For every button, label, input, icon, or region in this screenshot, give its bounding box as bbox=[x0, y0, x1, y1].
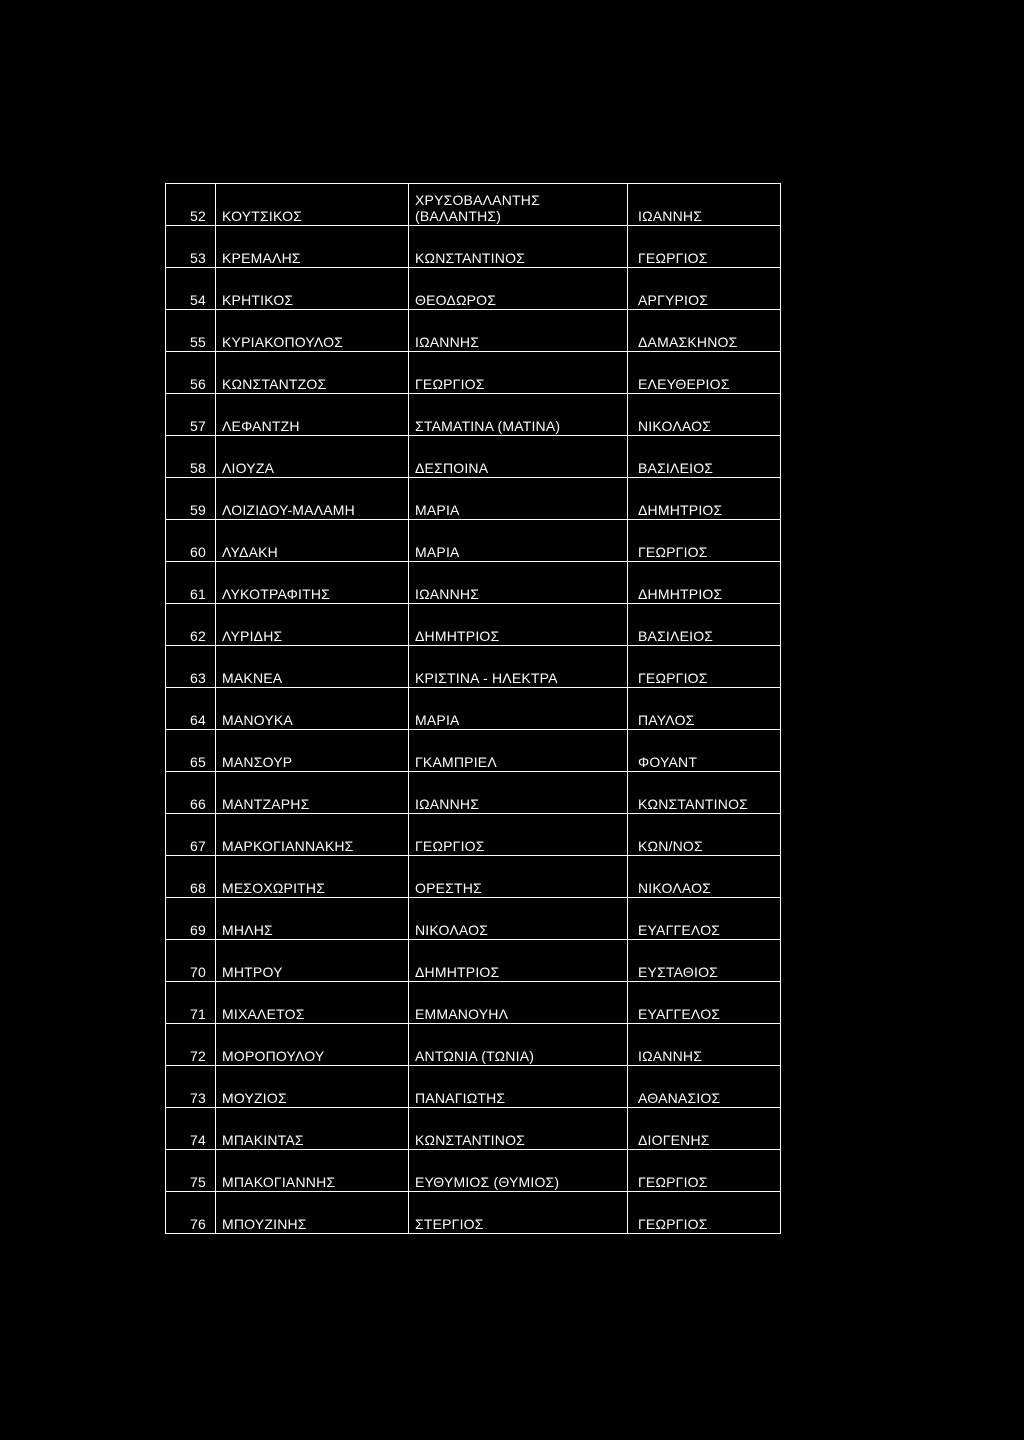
surname-cell: ΛΟΙΖΙΔΟΥ-ΜΑΛΑΜΗ bbox=[216, 478, 409, 520]
surname-cell: ΚΥΡΙΑΚΟΠΟΥΛΟΣ bbox=[216, 310, 409, 352]
surname-cell: ΜΠΑΚΙΝΤΑΣ bbox=[216, 1108, 409, 1150]
surname-cell: ΜΑΡΚΟΓΙΑΝΝΑΚΗΣ bbox=[216, 814, 409, 856]
father-name-cell: ΕΛΕΥΘΕΡΙΟΣ bbox=[628, 352, 781, 394]
table-row bbox=[166, 268, 781, 310]
father-name-cell: ΕΥΑΓΓΕΛΟΣ bbox=[628, 898, 781, 940]
father-name-cell: ΙΩΑΝΝΗΣ bbox=[628, 184, 781, 226]
father-name-cell: ΦΟΥΑΝΤ bbox=[628, 730, 781, 772]
table-row bbox=[166, 982, 781, 1024]
first-name-cell: ΙΩΑΝΝΗΣ bbox=[409, 310, 628, 352]
table-row bbox=[166, 772, 781, 814]
father-name-cell: ΒΑΣΙΛΕΙΟΣ bbox=[628, 436, 781, 478]
first-name-cell: ΕΜΜΑΝΟΥΗΛ bbox=[409, 982, 628, 1024]
surname-cell: ΜΟΥΖΙΟΣ bbox=[216, 1066, 409, 1108]
table-row bbox=[166, 898, 781, 940]
father-name-cell: ΠΑΥΛΟΣ bbox=[628, 688, 781, 730]
table-row bbox=[166, 394, 781, 436]
surname-cell: ΜΗΛΗΣ bbox=[216, 898, 409, 940]
table-row bbox=[166, 1108, 781, 1150]
table-row bbox=[166, 940, 781, 982]
table-row bbox=[166, 436, 781, 478]
row-number-cell: 74 bbox=[166, 1108, 216, 1150]
table-row bbox=[166, 562, 781, 604]
father-name-cell: ΕΥΣΤΑΘΙΟΣ bbox=[628, 940, 781, 982]
first-name-cell: ΚΩΝΣΤΑΝΤΙΝΟΣ bbox=[409, 1108, 628, 1150]
row-number-cell: 56 bbox=[166, 352, 216, 394]
row-number-cell: 58 bbox=[166, 436, 216, 478]
table-row bbox=[166, 520, 781, 562]
table-row bbox=[166, 352, 781, 394]
row-number-cell: 67 bbox=[166, 814, 216, 856]
surname-cell: ΛΕΦΑΝΤΖΗ bbox=[216, 394, 409, 436]
father-name-cell: ΝΙΚΟΛΑΟΣ bbox=[628, 856, 781, 898]
surname-cell: ΜΠΟΥΖΙΝΗΣ bbox=[216, 1192, 409, 1234]
surname-cell: ΜΑΝΣΟΥΡ bbox=[216, 730, 409, 772]
first-name-cell: ΓΚΑΜΠΡΙΕΛ bbox=[409, 730, 628, 772]
row-number-cell: 57 bbox=[166, 394, 216, 436]
row-number-cell: 59 bbox=[166, 478, 216, 520]
father-name-cell: ΓΕΩΡΓΙΟΣ bbox=[628, 646, 781, 688]
first-name-cell: ΠΑΝΑΓΙΩΤΗΣ bbox=[409, 1066, 628, 1108]
surname-cell: ΜΑΚΝΕΑ bbox=[216, 646, 409, 688]
first-name-cell: ΓΕΩΡΓΙΟΣ bbox=[409, 352, 628, 394]
row-number-cell: 68 bbox=[166, 856, 216, 898]
row-number-cell: 66 bbox=[166, 772, 216, 814]
first-name-cell: ΟΡΕΣΤΗΣ bbox=[409, 856, 628, 898]
father-name-cell: ΓΕΩΡΓΙΟΣ bbox=[628, 520, 781, 562]
table-row bbox=[166, 730, 781, 772]
first-name-cell: ΕΥΘΥΜΙΟΣ (ΘΥΜΙΟΣ) bbox=[409, 1150, 628, 1192]
first-name-cell: ΣΤΑΜΑΤΙΝΑ (ΜΑΤΙΝΑ) bbox=[409, 394, 628, 436]
father-name-cell: ΔΑΜΑΣΚΗΝΟΣ bbox=[628, 310, 781, 352]
surname-cell: ΜΗΤΡΟΥ bbox=[216, 940, 409, 982]
surname-cell: ΜΟΡΟΠΟΥΛΟΥ bbox=[216, 1024, 409, 1066]
table-row bbox=[166, 1150, 781, 1192]
father-name-cell: ΔΗΜΗΤΡΙΟΣ bbox=[628, 478, 781, 520]
father-name-cell: ΔΗΜΗΤΡΙΟΣ bbox=[628, 562, 781, 604]
surname-cell: ΜΠΑΚΟΓΙΑΝΝΗΣ bbox=[216, 1150, 409, 1192]
table-row bbox=[166, 226, 781, 268]
surname-cell: ΜΙΧΑΛΕΤΟΣ bbox=[216, 982, 409, 1024]
first-name-cell: ΔΗΜΗΤΡΙΟΣ bbox=[409, 604, 628, 646]
row-number-cell: 73 bbox=[166, 1066, 216, 1108]
first-name-cell: ΚΩΝΣΤΑΝΤΙΝΟΣ bbox=[409, 226, 628, 268]
father-name-cell: ΝΙΚΟΛΑΟΣ bbox=[628, 394, 781, 436]
first-name-cell: ΜΑΡΙΑ bbox=[409, 478, 628, 520]
names-table-body bbox=[166, 184, 781, 1234]
row-number-cell: 71 bbox=[166, 982, 216, 1024]
father-name-cell: ΓΕΩΡΓΙΟΣ bbox=[628, 226, 781, 268]
table-row bbox=[166, 1066, 781, 1108]
table-row bbox=[166, 1024, 781, 1066]
surname-cell: ΚΩΝΣΤΑΝΤΖΟΣ bbox=[216, 352, 409, 394]
surname-cell: ΛΥΡΙΔΗΣ bbox=[216, 604, 409, 646]
first-name-cell: ΜΑΡΙΑ bbox=[409, 688, 628, 730]
row-number-cell: 63 bbox=[166, 646, 216, 688]
surname-cell: ΜΑΝΟΥΚΑ bbox=[216, 688, 409, 730]
row-number-cell: 65 bbox=[166, 730, 216, 772]
first-name-cell: ΣΤΕΡΓΙΟΣ bbox=[409, 1192, 628, 1234]
father-name-cell: ΚΩΝΣΤΑΝΤΙΝΟΣ bbox=[628, 772, 781, 814]
father-name-cell: ΙΩΑΝΝΗΣ bbox=[628, 1024, 781, 1066]
row-number-cell: 60 bbox=[166, 520, 216, 562]
first-name-cell: ΙΩΑΝΝΗΣ bbox=[409, 772, 628, 814]
table-row bbox=[166, 1192, 781, 1234]
row-number-cell: 64 bbox=[166, 688, 216, 730]
father-name-cell: ΚΩΝ/ΝΟΣ bbox=[628, 814, 781, 856]
first-name-cell: ΔΕΣΠΟΙΝΑ bbox=[409, 436, 628, 478]
table-row bbox=[166, 646, 781, 688]
table-row bbox=[166, 478, 781, 520]
names-table bbox=[165, 183, 781, 1234]
first-name-cell: ΧΡΥΣΟΒΑΛΑΝΤΗΣ (ΒΑΛΑΝΤΗΣ) bbox=[409, 184, 628, 226]
table-row bbox=[166, 604, 781, 646]
surname-cell: ΜΑΝΤΖΑΡΗΣ bbox=[216, 772, 409, 814]
father-name-cell: ΑΡΓΥΡΙΟΣ bbox=[628, 268, 781, 310]
first-name-cell: ΝΙΚΟΛΑΟΣ bbox=[409, 898, 628, 940]
row-number-cell: 52 bbox=[166, 184, 216, 226]
row-number-cell: 69 bbox=[166, 898, 216, 940]
first-name-cell: ΚΡΙΣΤΙΝΑ - ΗΛΕΚΤΡΑ bbox=[409, 646, 628, 688]
row-number-cell: 75 bbox=[166, 1150, 216, 1192]
first-name-cell: ΙΩΑΝΝΗΣ bbox=[409, 562, 628, 604]
row-number-cell: 55 bbox=[166, 310, 216, 352]
surname-cell: ΛΥΚΟΤΡΑΦΙΤΗΣ bbox=[216, 562, 409, 604]
table-row bbox=[166, 856, 781, 898]
surname-cell: ΚΡΕΜΑΛΗΣ bbox=[216, 226, 409, 268]
surname-cell: ΛΥΔΑΚΗ bbox=[216, 520, 409, 562]
first-name-cell: ΘΕΟΔΩΡΟΣ bbox=[409, 268, 628, 310]
first-name-cell: ΔΗΜΗΤΡΙΟΣ bbox=[409, 940, 628, 982]
father-name-cell: ΓΕΩΡΓΙΟΣ bbox=[628, 1150, 781, 1192]
father-name-cell: ΕΥΑΓΓΕΛΟΣ bbox=[628, 982, 781, 1024]
row-number-cell: 53 bbox=[166, 226, 216, 268]
row-number-cell: 70 bbox=[166, 940, 216, 982]
table-row bbox=[166, 184, 781, 226]
first-name-cell: ΜΑΡΙΑ bbox=[409, 520, 628, 562]
row-number-cell: 54 bbox=[166, 268, 216, 310]
table-row bbox=[166, 310, 781, 352]
table-row bbox=[166, 814, 781, 856]
surname-cell: ΜΕΣΟΧΩΡΙΤΗΣ bbox=[216, 856, 409, 898]
row-number-cell: 76 bbox=[166, 1192, 216, 1234]
row-number-cell: 72 bbox=[166, 1024, 216, 1066]
row-number-cell: 62 bbox=[166, 604, 216, 646]
first-name-cell: ΑΝΤΩΝΙΑ (ΤΩΝΙΑ) bbox=[409, 1024, 628, 1066]
table-row bbox=[166, 688, 781, 730]
father-name-cell: ΓΕΩΡΓΙΟΣ bbox=[628, 1192, 781, 1234]
father-name-cell: ΑΘΑΝΑΣΙΟΣ bbox=[628, 1066, 781, 1108]
surname-cell: ΚΡΗΤΙΚΟΣ bbox=[216, 268, 409, 310]
surname-cell: ΛΙΟΥΖΑ bbox=[216, 436, 409, 478]
father-name-cell: ΒΑΣΙΛΕΙΟΣ bbox=[628, 604, 781, 646]
surname-cell: ΚΟΥΤΣΙΚΟΣ bbox=[216, 184, 409, 226]
row-number-cell: 61 bbox=[166, 562, 216, 604]
first-name-cell: ΓΕΩΡΓΙΟΣ bbox=[409, 814, 628, 856]
father-name-cell: ΔΙΟΓΕΝΗΣ bbox=[628, 1108, 781, 1150]
